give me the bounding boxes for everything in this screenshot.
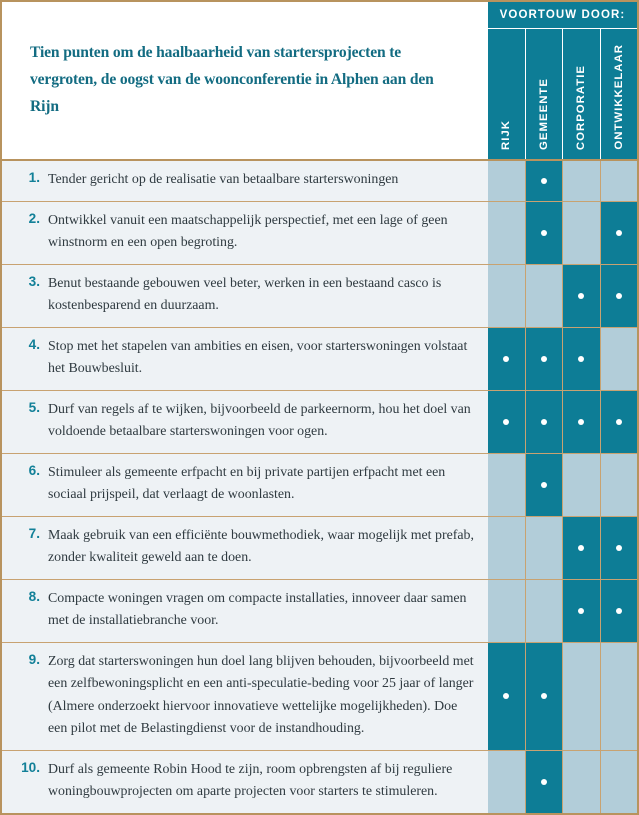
dot-icon (541, 779, 547, 785)
row-text-cell (2, 202, 488, 264)
dot-icon (578, 545, 584, 551)
dot-icon (541, 356, 547, 362)
column-header-rijk-label: RIJK (500, 120, 513, 150)
row-label: Tender gericht op de realisatie van betaalbare starterswoningen (48, 172, 399, 187)
mark-cell-ontwikkelaar (601, 265, 638, 327)
dot-icon (578, 419, 584, 425)
row-marks (488, 517, 637, 579)
dot-icon (578, 293, 584, 299)
table-row (2, 517, 637, 580)
dot-icon (578, 608, 584, 614)
row-text-cell (2, 751, 488, 813)
mark-cell-rijk (488, 265, 526, 327)
mark-cell-gemeente (526, 580, 564, 642)
dot-icon (578, 356, 584, 362)
row-text-cell (2, 454, 488, 516)
mark-cell-rijk (488, 328, 526, 390)
column-header-corporatie (563, 29, 601, 159)
mark-cell-gemeente (526, 265, 564, 327)
row-marks (488, 454, 637, 516)
mark-cell-corporatie (563, 643, 601, 750)
mark-cell-ontwikkelaar (601, 517, 638, 579)
row-text-cell (2, 328, 488, 390)
mark-cell-ontwikkelaar (601, 391, 638, 453)
table-row (2, 328, 637, 391)
page-title: Tien punten om de haalbaarheid van startersprojecten te vergroten, de oogst van de woonconferentie in Alphen aan den Rijn (30, 44, 434, 115)
row-number: 4. (28, 336, 40, 352)
dot-icon (616, 608, 622, 614)
row-marks (488, 265, 637, 327)
mark-cell-rijk (488, 580, 526, 642)
row-number: 1. (28, 170, 40, 185)
table-row (2, 391, 637, 454)
dot-icon (616, 230, 622, 236)
row-label: Compacte woningen vragen om compacte installaties, innoveer daar samen met de installatiebranche voor. (48, 590, 467, 629)
mark-cell-gemeente (526, 454, 564, 516)
table-header (0, 0, 639, 161)
row-text-cell (2, 517, 488, 579)
column-header-ontwikkelaar (601, 29, 638, 159)
row-number: 6. (28, 462, 40, 478)
row-label: Ontwikkel vanuit een maatschappelijk perspectief, met een lage of geen winstnorm en een open begroting. (48, 212, 448, 251)
dot-icon (616, 419, 622, 425)
mark-cell-ontwikkelaar (601, 643, 638, 750)
mark-cell-gemeente (526, 751, 564, 813)
mark-cell-corporatie (563, 751, 601, 813)
table-row (2, 751, 637, 813)
mark-cell-gemeente (526, 643, 564, 750)
column-group-label: VOORTOUW DOOR: (488, 2, 637, 29)
mark-cell-rijk (488, 202, 526, 264)
column-header-corporatie-label: CORPORATIE (575, 64, 588, 150)
row-text-cell (2, 391, 488, 453)
row-label: Durf als gemeente Robin Hood te zijn, room opbrengsten af bij reguliere woningbouwprojecten om aparte projecten voor starters te stimuleren. (48, 761, 453, 800)
row-text-cell (2, 265, 488, 327)
mark-cell-rijk (488, 643, 526, 750)
row-number: 7. (28, 525, 40, 541)
dot-icon (503, 356, 509, 362)
row-number: 10. (21, 759, 40, 775)
table-row (2, 454, 637, 517)
mark-cell-corporatie (563, 202, 601, 264)
row-label: Benut bestaande gebouwen veel beter, werken in een bestaand casco is kostenbesparend en duurzaam. (48, 275, 442, 314)
row-number: 3. (28, 273, 40, 289)
row-number: 2. (28, 210, 40, 226)
mark-cell-gemeente (526, 391, 564, 453)
mark-cell-gemeente (526, 161, 564, 201)
column-header-gemeente-label: GEMEENTE (537, 78, 550, 150)
row-marks (488, 643, 637, 750)
row-number: 5. (28, 399, 40, 415)
row-marks (488, 580, 637, 642)
mark-cell-corporatie (563, 580, 601, 642)
mark-cell-corporatie (563, 328, 601, 390)
column-header-rijk (488, 29, 526, 159)
dot-icon (541, 419, 547, 425)
mark-cell-rijk (488, 517, 526, 579)
table-row (2, 161, 637, 202)
dot-icon (616, 293, 622, 299)
column-header-row (488, 29, 637, 159)
dot-icon (541, 482, 547, 488)
mark-cell-ontwikkelaar (601, 328, 638, 390)
table-row (2, 643, 637, 751)
title-cell (0, 0, 488, 161)
mark-cell-rijk (488, 161, 526, 201)
column-header-group (488, 0, 639, 161)
row-marks (488, 202, 637, 264)
mark-cell-gemeente (526, 517, 564, 579)
mark-cell-rijk (488, 391, 526, 453)
row-number: 8. (28, 588, 40, 604)
column-header-ontwikkelaar-label: ONTWIKKELAAR (612, 44, 625, 150)
row-text-cell (2, 580, 488, 642)
mark-cell-corporatie (563, 391, 601, 453)
mark-cell-rijk (488, 454, 526, 516)
row-label: Durf van regels af te wijken, bijvoorbeeld de parkeernorm, hou het doel van voldoende betaalbare starterswoningen voor ogen. (48, 401, 471, 440)
mark-cell-corporatie (563, 265, 601, 327)
row-marks (488, 161, 637, 201)
mark-cell-ontwikkelaar (601, 751, 638, 813)
table-row (2, 202, 637, 265)
mark-cell-corporatie (563, 454, 601, 516)
table-row (2, 265, 637, 328)
dot-icon (503, 419, 509, 425)
dot-icon (541, 693, 547, 699)
mark-cell-corporatie (563, 517, 601, 579)
row-label: Stimuleer als gemeente erfpacht en bij private partijen erfpacht met een sociaal prijspeil, dat verlaagt de woonlasten. (48, 464, 446, 503)
mark-cell-corporatie (563, 161, 601, 201)
mark-cell-ontwikkelaar (601, 202, 638, 264)
dot-icon (503, 693, 509, 699)
column-header-gemeente (526, 29, 564, 159)
row-label: Zorg dat starterswoningen hun doel lang blijven behouden, bijvoorbeeld met een zelfbewoningsplicht en een anti-speculatie-beding voor 25 jaar of langer (Almere onderzoekt hiervoor innovatieve wettelijke mogelijkheden). Doe een pilot met de Belastingdienst voor de instandhouding. (48, 653, 474, 737)
row-marks (488, 751, 637, 813)
mark-cell-ontwikkelaar (601, 161, 638, 201)
dot-icon (541, 178, 547, 184)
row-text-cell (2, 643, 488, 750)
mark-cell-gemeente (526, 202, 564, 264)
row-marks (488, 328, 637, 390)
row-label: Maak gebruik van een efficiënte bouwmethodiek, waar mogelijk met prefab, zonder kwaliteit geweld aan te doen. (48, 527, 474, 566)
mark-cell-rijk (488, 751, 526, 813)
table-row (2, 580, 637, 643)
row-label: Stop met het stapelen van ambities en eisen, voor starterswoningen volstaat het Bouwbesluit. (48, 338, 468, 377)
dot-icon (541, 230, 547, 236)
mark-cell-gemeente (526, 328, 564, 390)
mark-cell-ontwikkelaar (601, 454, 638, 516)
dot-icon (616, 545, 622, 551)
table-body (0, 161, 639, 815)
mark-cell-ontwikkelaar (601, 580, 638, 642)
row-marks (488, 391, 637, 453)
row-text-cell (2, 161, 488, 201)
row-number: 9. (28, 651, 40, 667)
